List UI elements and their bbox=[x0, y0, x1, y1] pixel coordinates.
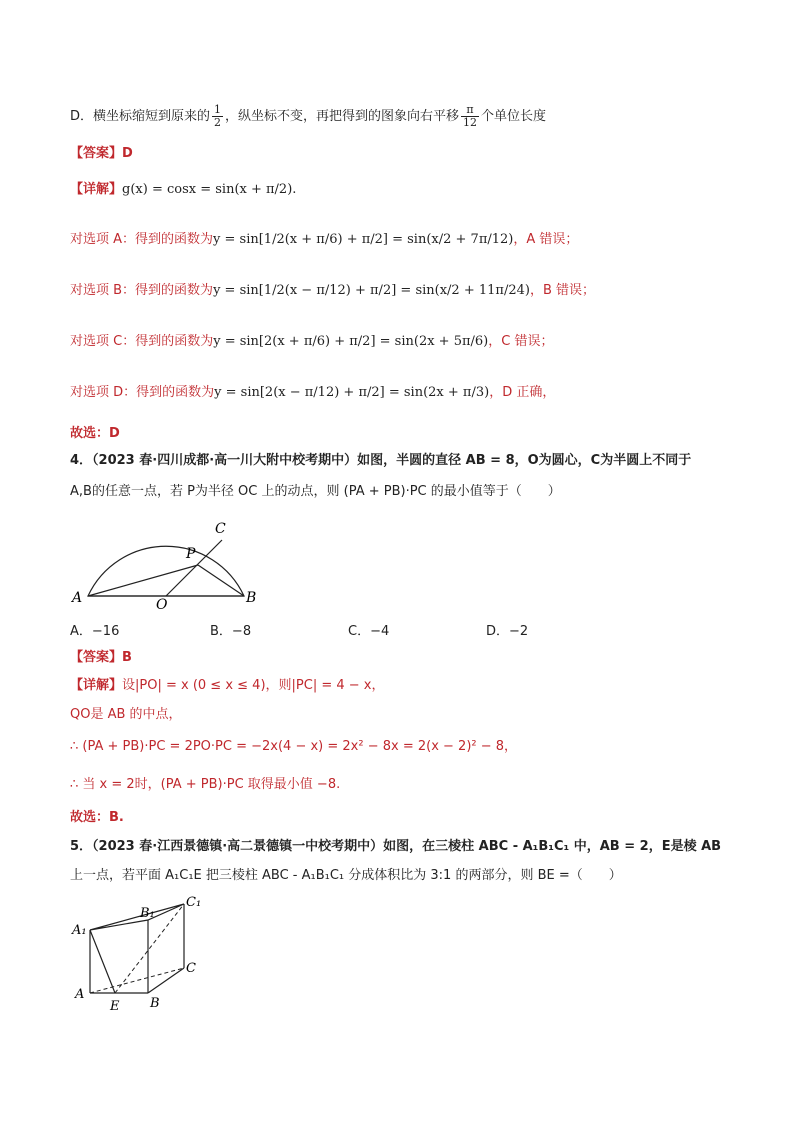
q5-label-a1: A₁ bbox=[72, 923, 87, 938]
q5-stem-line2: 上一点，若平面 A₁C₁E 把三棱柱 ABC - A₁B₁C₁ 分成体积比为 3:1 的两部分，则 BE =（ ） bbox=[70, 868, 622, 883]
q3-option-d-mid: ，纵坐标不变，再把得到的图象向右平移 bbox=[225, 109, 460, 124]
q3-option-d-prefix: D．横坐标缩短到原来的 bbox=[70, 109, 211, 124]
q4-label-o: O bbox=[156, 597, 168, 610]
q3-option-d-fraction: $\frac{1}{2}$ bbox=[214, 103, 222, 129]
q4-option-b: B．−8 bbox=[210, 624, 252, 639]
q3-check-c-expr: y = sin[2(x + π/6) + π/2] = sin(2x + 5π/6) bbox=[213, 334, 489, 349]
q4-label-a: A bbox=[72, 590, 83, 606]
q3-answer: 【答案】D bbox=[70, 146, 133, 161]
q3-check-b-expr: y = sin[1/2(x − π/12) + π/2] = sin(x/2 + 11π/24) bbox=[213, 283, 530, 298]
q3-check-b-label: 对选项 B：得到的函数为 bbox=[70, 283, 214, 298]
q5-label-c1: C₁ bbox=[186, 895, 202, 910]
q5-stem-line1: 5．（2023 春·江西景德镇·高二景德镇一中校考期中）如图，在三棱柱 ABC - A₁B₁C₁ 中，AB = 2，E是棱 AB bbox=[70, 839, 722, 854]
q4-semicircle-figure bbox=[70, 510, 270, 610]
q3-check-a-label: 对选项 A：得到的函数为 bbox=[70, 232, 214, 247]
q4-stem-line2: A,B的任意一点，若 P为半径 OC 上的动点，则 (PA + PB)·PC 的最小值等于（ ） bbox=[70, 484, 561, 499]
q3-check-b bbox=[70, 281, 595, 301]
q4-answer: 【答案】B bbox=[70, 650, 132, 665]
q4-choice: 故选：B. bbox=[70, 810, 124, 825]
q3-check-a-result: ，A 错误； bbox=[513, 232, 579, 247]
q3-check-d-label: 对选项 D：得到的函数为 bbox=[70, 385, 215, 400]
q4-detail-line1: 设|PO| = x (0 ≤ x ≤ 4)，则|PC| = 4 − x， bbox=[122, 678, 385, 693]
q3-check-c bbox=[70, 332, 553, 352]
q3-option-d bbox=[70, 104, 546, 129]
q4-detail-4: ∴ 当 x = 2时，(PA + PB)·PC 取得最小值 −8. bbox=[70, 777, 341, 792]
q4-label-c: C bbox=[215, 521, 226, 537]
q5-label-b: B bbox=[150, 996, 160, 1011]
q3-check-a-expr: y = sin[1/2(x + π/6) + π/2] = sin(x/2 + 7π/12) bbox=[213, 232, 514, 247]
q4-option-d: D．−2 bbox=[486, 624, 529, 639]
q3-detail-label: 【详解】 bbox=[70, 182, 123, 197]
q5-label-b1: B₁ bbox=[140, 906, 155, 921]
q4-label-b: B bbox=[246, 590, 257, 606]
q3-choice: 故选：D bbox=[70, 426, 120, 441]
q3-check-a bbox=[70, 230, 578, 250]
q4-detail-3: ∴ (PA + PB)·PC = 2PO·PC = −2x(4 − x) = 2x² − 8x = 2(x − 2)² − 8， bbox=[70, 739, 518, 754]
q4-detail-1 bbox=[70, 676, 384, 696]
q5-label-e: E bbox=[110, 999, 120, 1014]
q3-detail bbox=[70, 180, 296, 200]
q3-option-d-suffix: 个单位长度 bbox=[481, 109, 547, 124]
q3-check-d-expr: y = sin[2(x − π/12) + π/2] = sin(2x + π/3) bbox=[214, 385, 490, 400]
q4-option-c: C．−4 bbox=[348, 624, 390, 639]
q4-label-p: P bbox=[186, 546, 196, 562]
q3-check-c-result: ，C 错误； bbox=[488, 334, 554, 349]
q3-option-d-fraction2: $\frac{\pi}{12}$ bbox=[463, 103, 478, 129]
q4-detail-2: QO是 AB 的中点， bbox=[70, 707, 182, 722]
q3-check-d bbox=[70, 383, 555, 403]
q5-prism-figure bbox=[70, 890, 220, 1015]
q4-stem-line1: 4．（2023 春·四川成都·高一川大附中校考期中）如图，半圆的直径 AB = 8，O为圆心，C为半圆上不同于 bbox=[70, 453, 692, 468]
q3-detail-expr: g(x) = cosx = sin(x + π/2). bbox=[122, 182, 297, 197]
q3-check-b-result: ，B 错误； bbox=[529, 283, 595, 298]
q3-check-c-label: 对选项 C：得到的函数为 bbox=[70, 334, 214, 349]
q3-check-d-result: ，D 正确， bbox=[489, 385, 556, 400]
q4-detail-label: 【详解】 bbox=[70, 678, 123, 693]
q5-label-a: A bbox=[75, 987, 85, 1002]
q5-label-c: C bbox=[186, 961, 196, 976]
q4-option-a: A．−16 bbox=[70, 624, 120, 639]
